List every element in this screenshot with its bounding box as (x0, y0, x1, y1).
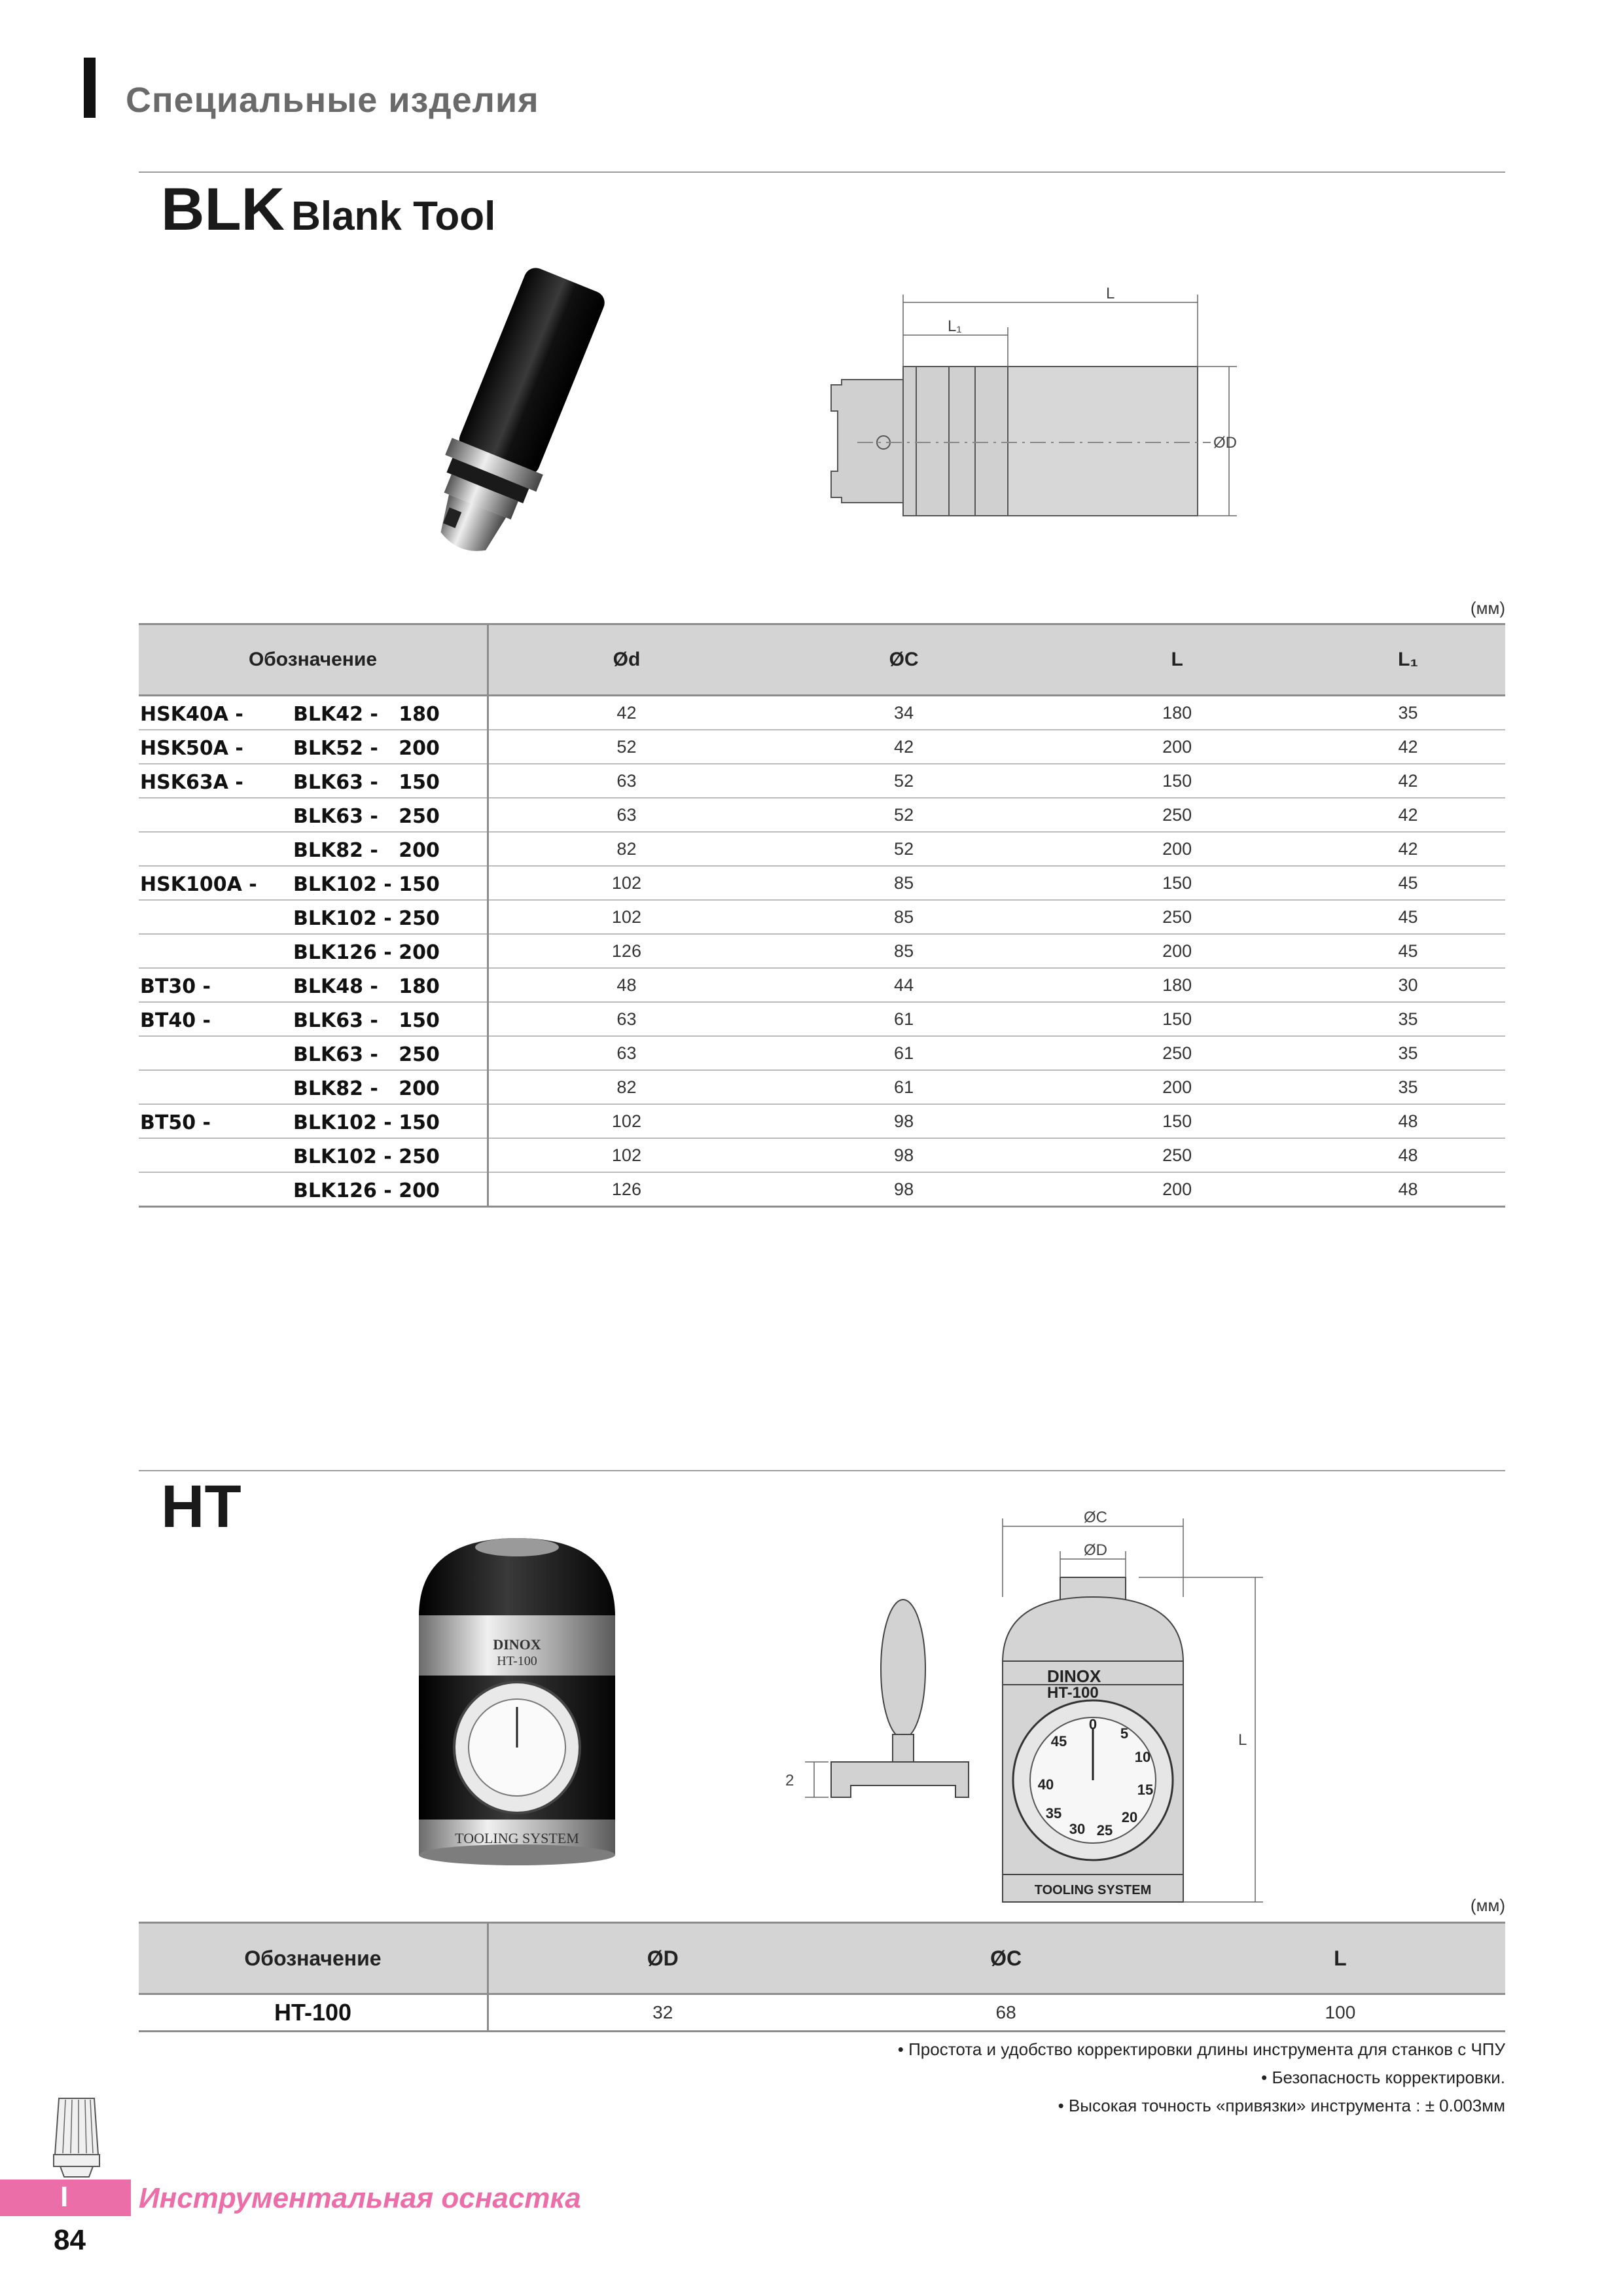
cell-l: 200 (1043, 1172, 1311, 1207)
cell-l1: 35 (1311, 1070, 1505, 1104)
row-model: BLK102 - 250 (293, 1145, 440, 1168)
blk-title (161, 175, 495, 244)
table-row (139, 934, 1505, 968)
cell-c: 52 (764, 798, 1043, 832)
table-row (139, 968, 1505, 1002)
row-prefix: HSK40A - (140, 703, 243, 726)
cell-l1: 42 (1311, 832, 1505, 866)
cell-d: 102 (488, 1138, 764, 1172)
photo-brand: DINOX (493, 1636, 541, 1653)
table-row (139, 866, 1505, 900)
cell-l1: 42 (1311, 730, 1505, 764)
dial-25: 25 (1096, 1822, 1113, 1839)
table-row (139, 900, 1505, 934)
dial-10: 10 (1134, 1749, 1151, 1765)
row-model: BLK48 - 180 (293, 975, 440, 998)
cell-l1: 48 (1311, 1172, 1505, 1207)
table-row (139, 1070, 1505, 1104)
dial-5: 5 (1120, 1725, 1129, 1742)
dim-D: ØD (1213, 434, 1237, 452)
cell-d: 102 (488, 900, 764, 934)
page-number: 84 (54, 2224, 86, 2256)
section-marker (84, 58, 96, 118)
ht-cell-c: 68 (836, 1994, 1175, 2032)
ht-handle-drawing (766, 1597, 982, 1820)
drawing-model: HT-100 (1047, 1684, 1099, 1702)
dial-15: 15 (1137, 1782, 1154, 1798)
cell-c: 85 (764, 934, 1043, 968)
row-prefix: HSK63A - (140, 771, 243, 794)
row-prefix: BT40 - (140, 1009, 211, 1032)
cell-l1: 35 (1311, 1002, 1505, 1036)
cell-c: 44 (764, 968, 1043, 1002)
ht-code: HT (161, 1473, 241, 1540)
ht-feature-notes (898, 2036, 1505, 2120)
row-model: BLK126 - 200 (293, 1179, 440, 1202)
cell-d: 126 (488, 1172, 764, 1207)
cell-l: 200 (1043, 832, 1311, 866)
table-row (139, 730, 1505, 764)
cell-c: 61 (764, 1002, 1043, 1036)
ht-title (161, 1473, 241, 1541)
cell-d: 63 (488, 1036, 764, 1070)
dial-30: 30 (1069, 1821, 1086, 1837)
cell-l: 180 (1043, 968, 1311, 1002)
dim-L: L (1106, 285, 1115, 302)
note-item: • Простота и удобство корректировки длины инструмента для станков с ЧПУ (897, 2039, 1505, 2059)
cell-c: 85 (764, 866, 1043, 900)
drawing-brand: DINOX (1047, 1666, 1101, 1686)
cell-l: 250 (1043, 798, 1311, 832)
row-model: BLK63 - 150 (293, 771, 440, 794)
row-model: BLK102 - 250 (293, 907, 440, 930)
cell-l: 150 (1043, 764, 1311, 798)
blk-product-photo (366, 262, 654, 569)
cell-l1: 48 (1311, 1138, 1505, 1172)
cell-c: 85 (764, 900, 1043, 934)
dial-0: 0 (1088, 1716, 1097, 1732)
cell-l: 150 (1043, 866, 1311, 900)
dim-L-ht: L (1238, 1731, 1247, 1749)
row-model: BLK102 - 150 (293, 1111, 440, 1134)
row-prefix: BT30 - (140, 975, 211, 998)
table-row (139, 798, 1505, 832)
cell-d: 82 (488, 1070, 764, 1104)
col-l: L (1043, 624, 1311, 696)
table-row (139, 1104, 1505, 1138)
row-prefix: HSK50A - (140, 737, 243, 760)
dim-two: 2 (785, 1772, 794, 1789)
row-model: BLK126 - 200 (293, 941, 440, 964)
blk-unit: (мм) (1470, 598, 1505, 618)
row-model: BLK63 - 250 (293, 1043, 440, 1066)
ht-spec-table (139, 1922, 1505, 2032)
dim-C: ØC (1084, 1509, 1107, 1526)
cell-l1: 35 (1311, 1036, 1505, 1070)
ht-col-designation: Обозначение (139, 1923, 488, 1994)
ht-unit: (мм) (1470, 1895, 1505, 1915)
cell-d: 126 (488, 934, 764, 968)
cell-l1: 45 (1311, 934, 1505, 968)
cell-c: 34 (764, 696, 1043, 730)
cell-l: 200 (1043, 1070, 1311, 1104)
col-designation: Обозначение (139, 624, 488, 696)
cell-l: 150 (1043, 1002, 1311, 1036)
cell-c: 61 (764, 1036, 1043, 1070)
blk-name: Blank Tool (291, 194, 496, 239)
ht-technical-drawing (982, 1499, 1309, 1918)
table-row (139, 1138, 1505, 1172)
table-row (139, 696, 1505, 730)
ht-cell-l: 100 (1175, 1994, 1505, 2032)
dial-20: 20 (1121, 1809, 1138, 1825)
cell-l1: 45 (1311, 866, 1505, 900)
cell-d: 63 (488, 1002, 764, 1036)
cell-c: 98 (764, 1172, 1043, 1207)
cell-d: 48 (488, 968, 764, 1002)
dial-40: 40 (1037, 1776, 1054, 1793)
row-model: BLK63 - 250 (293, 805, 440, 828)
cell-l1: 45 (1311, 900, 1505, 934)
cell-c: 52 (764, 764, 1043, 798)
cell-l: 200 (1043, 730, 1311, 764)
row-model: BLK63 - 150 (293, 1009, 440, 1032)
ht-row-name: HT-100 (139, 1994, 488, 2032)
row-model: BLK102 - 150 (293, 873, 440, 896)
cell-c: 98 (764, 1104, 1043, 1138)
cell-l: 180 (1043, 696, 1311, 730)
ht-col-c: ØC (836, 1923, 1175, 1994)
cell-l1: 42 (1311, 764, 1505, 798)
section-title: Специальные изделия (126, 81, 539, 120)
dial-45: 45 (1050, 1733, 1067, 1749)
cell-d: 42 (488, 696, 764, 730)
cell-d: 102 (488, 866, 764, 900)
ht-col-l: L (1175, 1923, 1505, 1994)
dim-L1: L₁ (948, 317, 962, 335)
row-prefix: HSK100A - (140, 873, 257, 896)
table-row (139, 832, 1505, 866)
cell-d: 102 (488, 1104, 764, 1138)
row-prefix: BT50 - (140, 1111, 211, 1134)
photo-band: TOOLING SYSTEM (455, 1830, 579, 1846)
col-c: ØC (764, 624, 1043, 696)
cell-c: 42 (764, 730, 1043, 764)
cell-l: 150 (1043, 1104, 1311, 1138)
top-divider (139, 171, 1505, 173)
table-row (139, 1036, 1505, 1070)
cell-l: 250 (1043, 1138, 1311, 1172)
note-item: • Высокая точность «привязки» инструмента : ± 0.003мм (1058, 2096, 1505, 2115)
blk-spec-table (139, 623, 1505, 1208)
ht-cell-d: 32 (488, 1994, 837, 2032)
cell-c: 61 (764, 1070, 1043, 1104)
collet-icon (47, 2092, 106, 2181)
cell-c: 98 (764, 1138, 1043, 1172)
table-row (139, 1994, 1505, 2032)
row-model: BLK52 - 200 (293, 737, 440, 760)
note-item: • Безопасность корректировки. (1261, 2068, 1505, 2087)
dim-D-ht: ØD (1084, 1541, 1107, 1559)
cell-d: 63 (488, 764, 764, 798)
cell-l: 250 (1043, 1036, 1311, 1070)
drawing-band: TOOLING SYSTEM (1034, 1883, 1152, 1897)
table-row (139, 1172, 1505, 1207)
footer-section-numeral: I (60, 2181, 69, 2213)
cell-l1: 42 (1311, 798, 1505, 832)
cell-d: 82 (488, 832, 764, 866)
blk-technical-drawing (818, 275, 1342, 530)
ht-product-photo (412, 1532, 622, 1878)
cell-l1: 35 (1311, 696, 1505, 730)
cell-l: 250 (1043, 900, 1311, 934)
table-row (139, 1002, 1505, 1036)
cell-d: 52 (488, 730, 764, 764)
ht-divider (139, 1470, 1505, 1471)
col-d: Ød (488, 624, 764, 696)
footer-title: Инструментальная оснастка (139, 2182, 581, 2214)
blk-code: BLK (161, 176, 285, 243)
table-row (139, 764, 1505, 798)
ht-col-d: ØD (488, 1923, 837, 1994)
cell-l: 200 (1043, 934, 1311, 968)
row-model: BLK82 - 200 (293, 839, 440, 862)
cell-d: 63 (488, 798, 764, 832)
cell-l1: 30 (1311, 968, 1505, 1002)
photo-model: HT-100 (497, 1654, 537, 1668)
dial-35: 35 (1045, 1805, 1062, 1821)
row-model: BLK82 - 200 (293, 1077, 440, 1100)
cell-l1: 48 (1311, 1104, 1505, 1138)
cell-c: 52 (764, 832, 1043, 866)
col-l1: L₁ (1311, 624, 1505, 696)
row-model: BLK42 - 180 (293, 703, 440, 726)
